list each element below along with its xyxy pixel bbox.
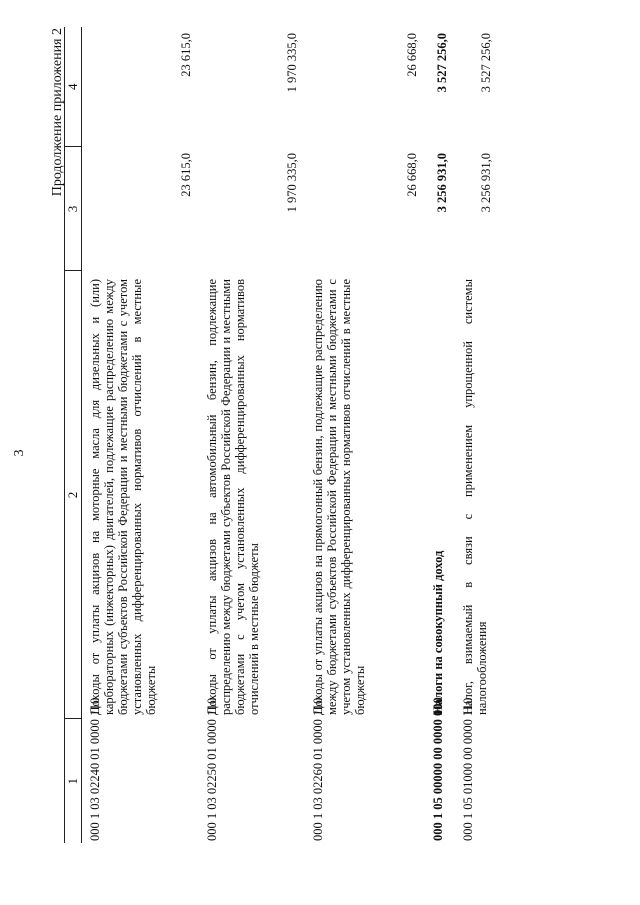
row-code: 000 1 03 02260 01 0000 110 (311, 697, 325, 841)
page-number: 3 (12, 449, 27, 457)
row-value-col4: 26 668,0 (405, 33, 419, 77)
row-value-col3: 3 256 931,0 (435, 153, 449, 213)
row-description: Доходы от уплаты акцизов на прямогонный бензин, подлежащие распределению между бюджетами субъектов Российской Федерации и местными бюджетами с учетом установленных дифференцированных нормативов отчислений в местные бюджеты (311, 279, 367, 715)
row-code: 000 1 03 02240 01 0000 110 (88, 697, 102, 841)
table-row (199, 27, 305, 843)
table-row (82, 27, 200, 843)
table-row (455, 27, 499, 843)
header-col-2: 2 (65, 271, 82, 719)
row-code: 000 1 05 00000 00 0000 000 (431, 697, 445, 841)
row-description: Доходы от уплаты акцизов на автомобильный бензин, подлежащие распределению между бюджетами субъектов Российской Федерации и местными бюджетами с учетом установленных дифференцированных нормативов отчислений в местные бюджеты (205, 279, 261, 715)
row-value-col4: 3 527 256,0 (435, 33, 449, 93)
table-header-row (65, 27, 82, 843)
row-value-col4: 23 615,0 (179, 33, 193, 77)
table-row (305, 27, 425, 843)
revenue-table (64, 27, 499, 843)
row-value-col3: 3 256 931,0 (479, 153, 493, 213)
row-code: 000 1 03 02250 01 0000 110 (205, 697, 219, 841)
row-value-col3: 23 615,0 (179, 153, 193, 197)
table-row-total (425, 27, 455, 843)
continuation-label: Продолжение приложения 2 (50, 28, 65, 197)
row-value-col4: 3 527 256,0 (479, 33, 493, 93)
header-col-4: 4 (65, 27, 82, 147)
row-description: Доходы от уплаты акцизов на моторные масла для дизельных и (или) карбюраторных (инжекторных) двигателей, подлежащие распределению между бюджетами субъектов Российской Федерации и местными бюджетами с учетом установленных дифференцированных нормативов отчислений в местные бюджеты (88, 279, 158, 715)
row-value-col4: 1 970 335,0 (285, 33, 299, 93)
header-col-3: 3 (65, 147, 82, 271)
row-value-col3: 1 970 335,0 (285, 153, 299, 213)
row-description: Налоги на совокупный доход (431, 550, 445, 715)
row-code: 000 1 05 01000 00 0000 110 (461, 697, 475, 841)
row-value-col3: 26 668,0 (405, 153, 419, 197)
header-col-1: 1 (65, 719, 82, 843)
row-description: Налог, взимаемый в связи с применением упрощенной системы налогообложения (461, 279, 489, 715)
